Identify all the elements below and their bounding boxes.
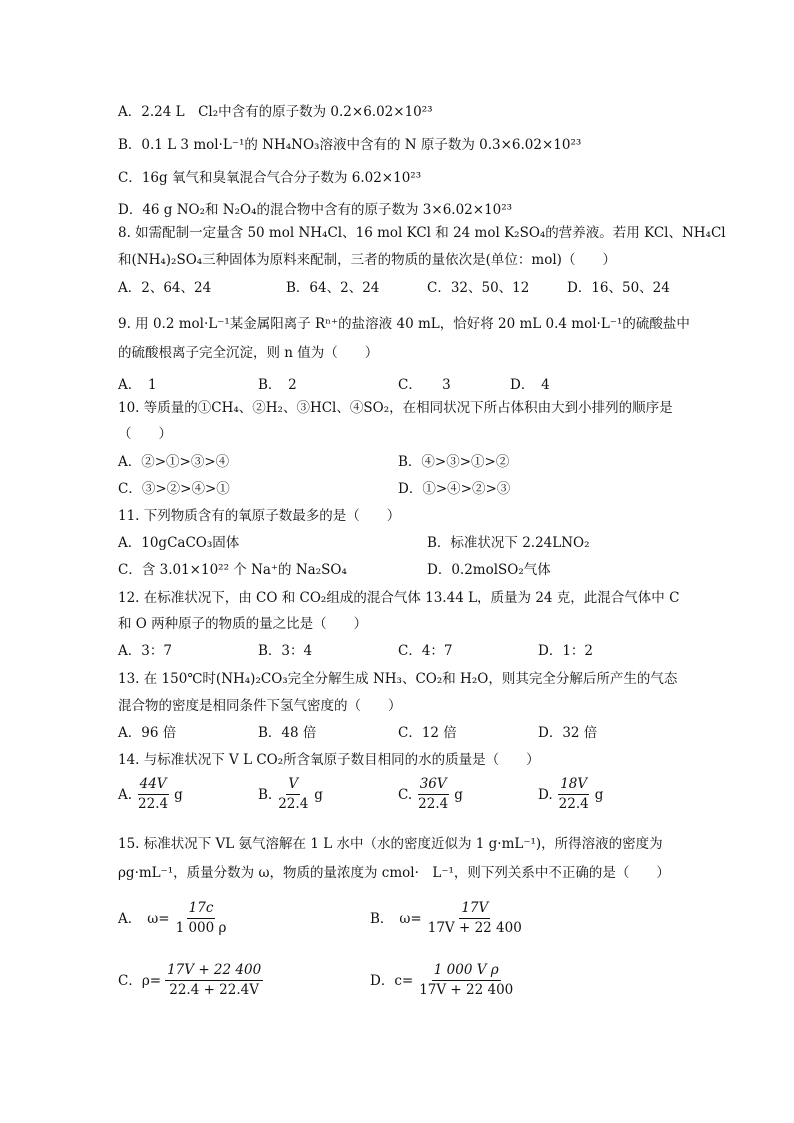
option-label: C． — [118, 972, 142, 989]
fraction — [165, 962, 263, 999]
q10-option-a: A．②>①>③>④ — [118, 454, 230, 470]
q8-option-d: D．16、50、24 — [567, 280, 670, 296]
formula-lhs: ρ= — [141, 972, 162, 989]
unit: g — [594, 786, 604, 803]
q8-stem-line1: 8. 如需配制一定量含 50 mol NH₄Cl、16 mol KCl 和 24 mol K₂SO₄的营养液。若用 KCl、NH₄Cl — [118, 225, 726, 241]
q10-stem-line1: 10. 等质量的①CH₄、②H₂、③HCl、④SO₂，在相同状况下所占体积由大到小排列的顺序是 — [118, 400, 673, 416]
denominator: 22.4 — [278, 796, 309, 812]
denominator: 22.4 — [138, 796, 169, 812]
q8-option-c: C．32、50、12 — [427, 280, 530, 296]
fraction — [417, 962, 515, 999]
numerator: 18V — [558, 776, 589, 795]
numerator: 17V + 22 400 — [165, 962, 263, 981]
q8-option-a: A．2、64、24 — [118, 280, 212, 296]
q12-option-a: A．3：7 — [118, 643, 172, 659]
numerator: 44V — [138, 776, 169, 795]
q15-option-d — [370, 962, 519, 999]
q14-option-d — [538, 776, 603, 813]
q7-option-b: B．0.1 L 3 mol·L⁻¹的 NH₄NO₃溶液中含有的 N 原子数为 0.3×6.02×10²³ — [118, 137, 582, 153]
q11-stem: 11. 下列物质含有的氧原子数最多的是（ ） — [118, 508, 401, 524]
formula-lhs: c= — [394, 972, 414, 989]
q15-stem-line1: 15. 标准状况下 VL 氨气溶解在 1 L 水中（水的密度近似为 1 g·mL⁻¹)，所得溶液的密度为 — [118, 836, 663, 852]
q14-option-c — [398, 776, 463, 813]
q11-option-a: A．10gCaCO₃固体 — [118, 535, 240, 551]
q9-option-d: D． 4 — [510, 377, 550, 393]
q10-option-d: D．①>④>②>③ — [398, 481, 511, 497]
q12-stem-line1: 12. 在标准状况下，由 CO 和 CO₂组成的混合气体 13.44 L，质量为 24 克，此混合气体中 C — [118, 590, 680, 606]
q15-stem-line2: ρg·mL⁻¹，质量分数为 ω，物质的量浓度为 cmol· L⁻¹，则下列关系中不正确的是（ ） — [118, 865, 670, 881]
option-label: B. — [258, 786, 273, 803]
denominator: 17V + 22 400 — [419, 982, 514, 998]
q9-stem-line2: 的硫酸根离子完全沉淀，则 n 值为（ ） — [118, 345, 379, 361]
fraction — [426, 900, 524, 937]
option-label: D． — [370, 972, 395, 989]
denominator: 22.4 + 22.4V — [169, 982, 259, 998]
q10-option-c: C．③>②>④>① — [118, 481, 230, 497]
unit: g — [314, 786, 323, 803]
q15-option-c — [118, 962, 267, 999]
denominator: 17V + 22 400 — [427, 920, 522, 936]
unit: g — [174, 786, 183, 803]
fraction — [174, 900, 229, 937]
q10-stem-line2: （ ） — [118, 426, 172, 442]
option-label: A． — [118, 910, 142, 927]
numerator: 17c — [187, 900, 216, 919]
q13-option-d: D．32 倍 — [538, 725, 598, 741]
numerator: 17V — [459, 900, 490, 919]
fraction — [416, 776, 450, 813]
numerator: 1 000 V ρ — [432, 962, 501, 981]
fraction — [276, 776, 310, 813]
q13-option-c: C．12 倍 — [398, 725, 457, 741]
q9-option-c: C． 3 — [398, 377, 451, 393]
q8-option-b: B．64、2、24 — [286, 280, 380, 296]
denominator: 1 000 ρ — [175, 920, 227, 936]
q13-stem-line1: 13. 在 150℃时(NH₄)₂CO₃完全分解生成 NH₃、CO₂和 H₂O，则其完全分解后所产生的气态 — [118, 671, 678, 687]
q10-option-b: B．④>③>①>② — [398, 454, 510, 470]
q14-stem: 14. 与标准状况下 V L CO₂所含氧原子数目相同的水的质量是（ ） — [118, 752, 540, 768]
q15-option-a — [118, 900, 232, 937]
q13-stem-line2: 混合物的密度是相同条件下氢气密度的（ ） — [118, 698, 402, 714]
q7-option-d: D．46 g NO₂和 N₂O₄的混合物中含有的原子数为 3×6.02×10²³ — [118, 202, 513, 218]
q12-option-d: D．1：2 — [538, 643, 594, 659]
q11-option-c: C．含 3.01×10²² 个 Na⁺的 Na₂SO₄ — [118, 562, 347, 578]
option-label: B． — [370, 910, 394, 927]
q7-option-a: A．2.24 L Cl₂中含有的原子数为 0.2×6.02×10²³ — [118, 104, 433, 120]
fraction — [557, 776, 591, 813]
q9-option-b: B． 2 — [258, 377, 297, 393]
q9-option-a: A． 1 — [118, 377, 157, 393]
denominator: 22.4 — [558, 796, 589, 812]
q15-option-b — [370, 900, 528, 937]
q13-option-a: A．96 倍 — [118, 725, 177, 741]
q11-option-b: B．标准状况下 2.24LNO₂ — [427, 535, 590, 551]
numerator: V — [286, 776, 300, 795]
unit: g — [454, 786, 463, 803]
option-label: A. — [118, 786, 133, 803]
option-label: D. — [538, 786, 553, 803]
q12-option-c: C．4：7 — [398, 643, 453, 659]
q14-option-a — [118, 776, 183, 813]
formula-lhs: ω= — [399, 910, 422, 927]
numerator: 36V — [418, 776, 449, 795]
q8-stem-line2: 和(NH₄)₂SO₄三种固体为原料来配制，三者的物质的量依次是(单位：mol)（ ） — [118, 252, 616, 268]
q12-option-b: B．3：4 — [258, 643, 313, 659]
q11-option-d: D．0.2molSO₂气体 — [427, 562, 551, 578]
q7-option-c: C．16g 氧气和臭氧混合气合分子数为 6.02×10²³ — [118, 170, 422, 186]
q12-stem-line2: 和 O 两种原子的物质的量之比是（ ） — [118, 616, 368, 632]
formula-lhs: ω= — [147, 910, 170, 927]
fraction — [136, 776, 170, 813]
q9-stem-line1: 9. 用 0.2 mol·L⁻¹某金属阳离子 Rⁿ⁺的盐溶液 40 mL，恰好将 20 mL 0.4 mol·L⁻¹的硫酸盐中 — [118, 316, 690, 332]
q13-option-b: B．48 倍 — [258, 725, 317, 741]
denominator: 22.4 — [418, 796, 449, 812]
q14-option-b — [258, 776, 323, 813]
option-label: C. — [398, 786, 413, 803]
